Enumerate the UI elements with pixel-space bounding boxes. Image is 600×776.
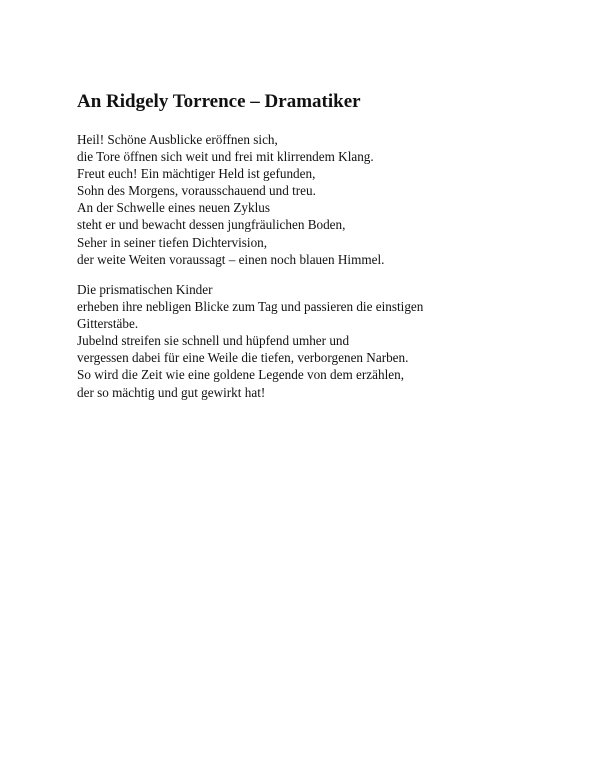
poem-line: erheben ihre nebligen Blicke zum Tag und passieren die einstigen <box>77 299 424 315</box>
poem-line: So wird die Zeit wie eine goldene Legende von dem erzählen, <box>77 367 405 383</box>
stanza-1 <box>77 131 384 268</box>
poem-line: Jubelnd streifen sie schnell und hüpfend umher und <box>77 333 350 349</box>
poem-line: der so mächtig und gut gewirkt hat! <box>77 384 266 400</box>
poem-line: Sohn des Morgens, vorausschauend und treu. <box>77 183 316 199</box>
poem-line: Gitterstäbe. <box>77 316 139 332</box>
page-title: An Ridgely Torrence – Dramatiker <box>77 91 361 112</box>
stanza-2 <box>77 281 423 401</box>
poem-line: Die prismatischen Kinder <box>77 282 213 297</box>
poem-line: vergessen dabei für eine Weile die tiefen, verborgenen Narben. <box>77 350 409 366</box>
poem-line: steht er und bewacht dessen jungfräulichen Boden, <box>77 217 346 233</box>
poem-line: der weite Weiten voraussagt – einen noch blauen Himmel. <box>77 251 385 267</box>
poem-line: An der Schwelle eines neuen Zyklus <box>77 200 270 216</box>
poem-line: Seher in seiner tiefen Dichtervision, <box>77 234 268 250</box>
poem-line: Freut euch! Ein mächtiger Held ist gefunden, <box>77 166 316 182</box>
poem-line: die Tore öffnen sich weit und frei mit klirrendem Klang. <box>77 149 374 165</box>
poem-line: Heil! Schöne Ausblicke eröffnen sich, <box>77 132 278 147</box>
